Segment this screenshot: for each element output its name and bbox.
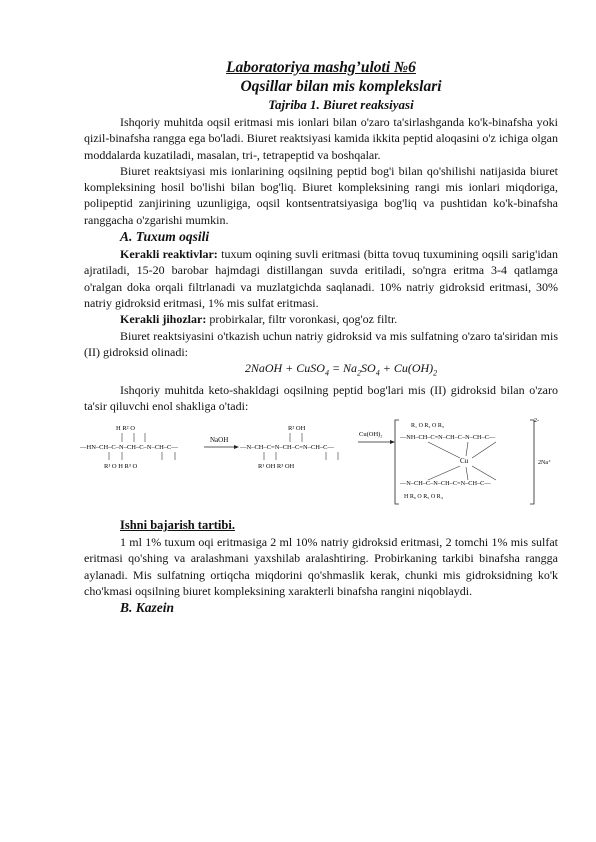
page-subtitle: Oqsillar bilan mis komplekslari: [240, 78, 442, 95]
complex-bottom-labels: H R₆ O R₅ O R₄: [404, 494, 443, 501]
procedure-paragraph: 1 ml 1% tuxum oqi eritmasiga 2 ml 10% natriy gidroksid eritmasi, 2 tomchi 1% mis sulfat eritmasi qo'shing va aralashmani yaxshilab aralashtiring. Probirkaning tarkibi binafsha rangga aylanadi. Mis sulfatning ortiqcha miqdorini qo'shmaslik kerak, chunki mis gidroksidning ko'k cho'kmasi oqsilning biuret kompleksining xarakterli binafsha rangini niqoblaydi.: [84, 535, 558, 599]
complex-top-labels: R₁ O R₂ O R₃: [411, 423, 444, 430]
complex-charge: 2-: [534, 418, 539, 425]
document-page: [80, 58, 558, 617]
complex-bottom-chain: —N–CH–C–N–CH–C=N–CH–C—: [400, 480, 491, 488]
reagents-text: tuxum oqining suvli eritmasi (bitta tovuq tuxumining oqsili sarig'idan ajratiladi, 15-20 barobar hajmdagi distillangan suvda eritiladi, so'ngra eritma 3-4 qatlamga o'ralgan doka orqali filtrlanadi va muzlatgichda saqlanadi. 10% natriy gidroksid eritmasi, 30% natriy gidroksid eritmasi, 1% mis sulfat eritmasi.: [84, 247, 558, 310]
counter-ion: 2Na⁺: [538, 460, 552, 467]
left-peptide-chain: —HN–CH–C–N–CH–C–N–CH–C—: [80, 444, 178, 452]
preparation-paragraph: Biuret reaktsiyasini o'tkazish uchun natriy gidroksid va mis sulfatning o'zaro ta'siridan mis (II) gidroksid olinadi:: [84, 328, 558, 359]
reaction-scheme-svg: [76, 418, 558, 510]
section-a-heading: A. Tuxum oqsili: [120, 229, 210, 245]
reagents-label: Kerakli reaktivlar:: [120, 247, 218, 262]
section-b-heading: B. Kazein: [120, 600, 175, 616]
enol-peptide-chain: —N–CH–C=N–CH–C=N–CH–C—: [240, 444, 335, 452]
equipment-label: Kerakli jihozlar:: [120, 312, 207, 327]
enol-bottom-labels: R¹ OH R³ OH: [258, 463, 295, 471]
experiment-title: Tajriba 1. Biuret reaksiyasi: [268, 97, 414, 112]
enol-top-labels: R² OH: [288, 425, 306, 433]
enol-paragraph: Ishqoriy muhitda keto-shakldagi oqsilning peptid bog'lari mis (II) gidroksid bilan o'zaro ta'sir qiluvchi enol shakliga o'tadi:: [84, 382, 558, 413]
complex-top-chain: —NH–CH–C=N–CH–C–N–CH–C—: [400, 434, 496, 442]
left-top-labels: H R² O: [116, 425, 135, 433]
equipment-text: probirkalar, filtr voronkasi, qog'oz filtr.: [206, 312, 398, 327]
reagents-paragraph: [84, 246, 558, 311]
copper-center: Cu: [460, 457, 469, 466]
procedure-heading: Ishni bajarish tartibi.: [120, 518, 235, 533]
biuret-reaction-scheme: [76, 418, 558, 510]
reagent-cuoh2: Cu(OH)₂: [359, 431, 383, 439]
page-title: Laboratoriya mashg’uloti №6: [226, 59, 416, 76]
equipment-paragraph: [84, 311, 558, 327]
intro-paragraph-1: Ishqoriy muhitda oqsil eritmasi mis ionlari bilan o'zaro ta'sirlashganda ko'k-binafsha yoki qizil-binafsha rangga ega bo'ladi. Biuret reaktsiyasi kamida ikkita peptid aloqasini o'z ichiga olgan moddalarda kuzatiladi, masalan, tri-, tetrapeptid va boshqalar.: [84, 115, 558, 162]
intro-paragraph-2: Biuret reaktsiyasi mis ionlarining oqsilning peptid bog'i bilan qo'shilishi natijasida biuret kompleksining hosil bo'lishi bilan bog'liq. Biuret kompleksining rangi mis ionlari miqdoriga, polipeptid zanjirining uzunligiga, oqsil kontsentratsiyasiga bog'liq va pushtidan ko'k-binafsha ranggacha o'zgarishi mumkin.: [84, 163, 558, 227]
reagent-naoh: NaOH: [210, 436, 229, 445]
left-bottom-labels: R¹ O H R³ O: [104, 463, 138, 471]
chemical-equation: 2NaOH + CuSO$_4$ = $Na_2SO_4 + Cu(OH)_2$: [244, 361, 438, 378]
